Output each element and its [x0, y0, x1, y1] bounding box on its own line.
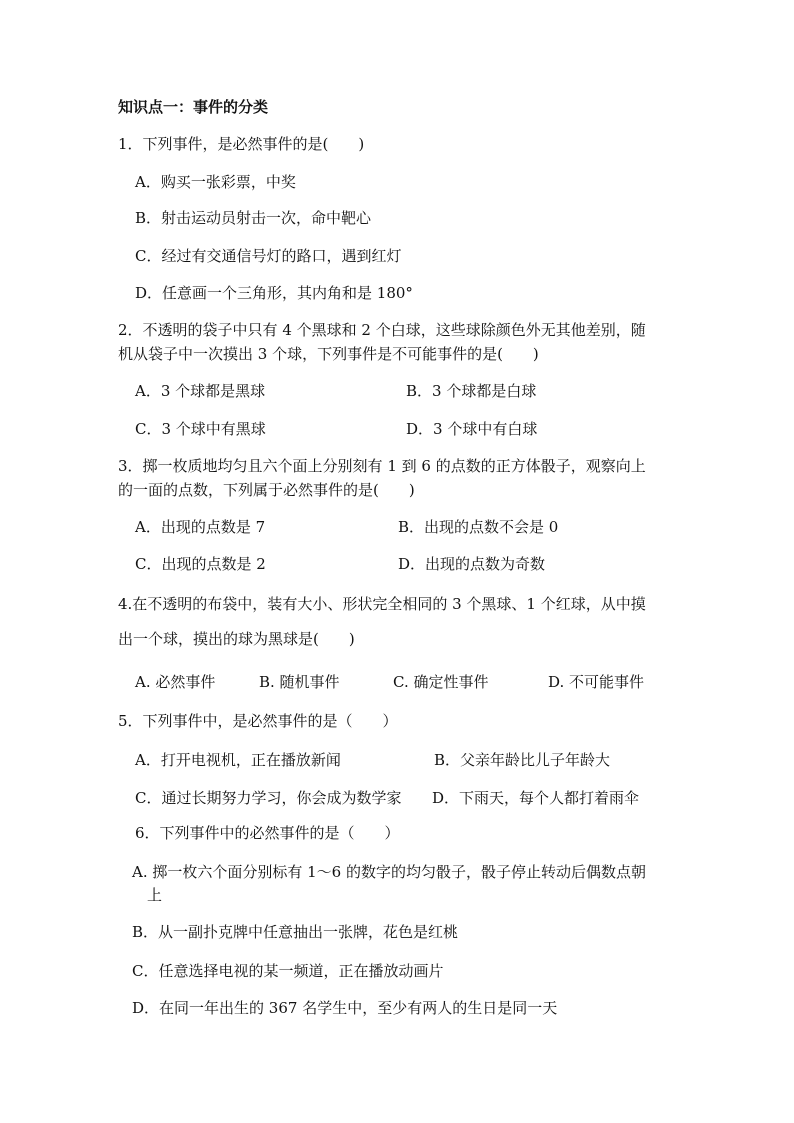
question-6-option-c: C．任意选择电视的某一频道，正在播放动画片: [132, 962, 444, 980]
question-3-stem-line-2: 的一面的点数，下列属于必然事件的是( ): [118, 481, 415, 499]
question-2-option-d: D．3 个球中有白球: [406, 420, 538, 438]
question-2-stem-line-1: 2．不透明的袋子中只有 4 个黑球和 2 个白球，这些球除颜色外无其他差别，随: [118, 321, 646, 339]
question-6-option-a-line-1: A. 掷一枚六个面分别标有 1～6 的数字的均匀骰子，骰子停止转动后偶数点朝: [132, 863, 646, 881]
question-6-option-d: D．在同一年出生的 367 名学生中，至少有两人的生日是同一天: [132, 999, 558, 1017]
question-5-option-c: C．通过长期努力学习，你会成为数学家: [135, 789, 402, 807]
question-2-option-c: C．3 个球中有黑球: [135, 420, 266, 438]
question-4-option-c: C. 确定性事件: [393, 673, 489, 691]
question-6-option-a-line-2: 上: [147, 886, 163, 904]
question-3-option-d: D．出现的点数为奇数: [398, 555, 546, 573]
question-4-stem-line-1: 4.在不透明的布袋中，装有大小、形状完全相同的 3 个黑球、1 个红球，从中摸: [118, 595, 646, 613]
question-3-option-b: B．出现的点数不会是 0: [398, 518, 559, 536]
question-5-option-d: D．下雨天，每个人都打着雨伞: [432, 789, 640, 807]
question-1-stem: 1．下列事件，是必然事件的是( ): [118, 135, 365, 153]
question-3-stem-line-1: 3．掷一枚质地均匀且六个面上分别刻有 1 到 6 的点数的正方体骰子，观察向上: [118, 457, 646, 475]
question-1-option-a: A．购买一张彩票，中奖: [135, 173, 296, 191]
question-1-option-c: C．经过有交通信号灯的路口，遇到红灯: [135, 247, 402, 265]
question-4-option-b: B. 随机事件: [259, 673, 340, 691]
question-4-option-d: D. 不可能事件: [548, 673, 645, 691]
question-6-stem: 6．下列事件中的必然事件的是（ ）: [135, 824, 400, 842]
question-4-stem-line-2: 出一个球，摸出的球为黑球是( ): [118, 630, 355, 648]
question-2-option-a: A．3 个球都是黑球: [135, 382, 266, 400]
question-4-option-a: A. 必然事件: [135, 673, 216, 691]
question-5-option-a: A．打开电视机，正在播放新闻: [135, 751, 341, 769]
section-title: 知识点一：事件的分类: [118, 98, 269, 116]
question-6-option-b: B．从一副扑克牌中任意抽出一张牌，花色是红桃: [132, 923, 459, 941]
question-1-option-d: D．任意画一个三角形，其内角和是 180°: [135, 284, 413, 302]
question-5-option-b: B．父亲年龄比儿子年龄大: [434, 751, 611, 769]
question-3-option-c: C．出现的点数是 2: [135, 555, 266, 573]
question-3-option-a: A．出现的点数是 7: [135, 518, 266, 536]
question-2-stem-line-2: 机从袋子中一次摸出 3 个球，下列事件是不可能事件的是( ): [118, 345, 539, 363]
question-2-option-b: B．3 个球都是白球: [406, 382, 537, 400]
question-1-option-b: B．射击运动员射击一次，命中靶心: [135, 209, 372, 227]
question-5-stem: 5．下列事件中，是必然事件的是（ ）: [118, 712, 398, 730]
